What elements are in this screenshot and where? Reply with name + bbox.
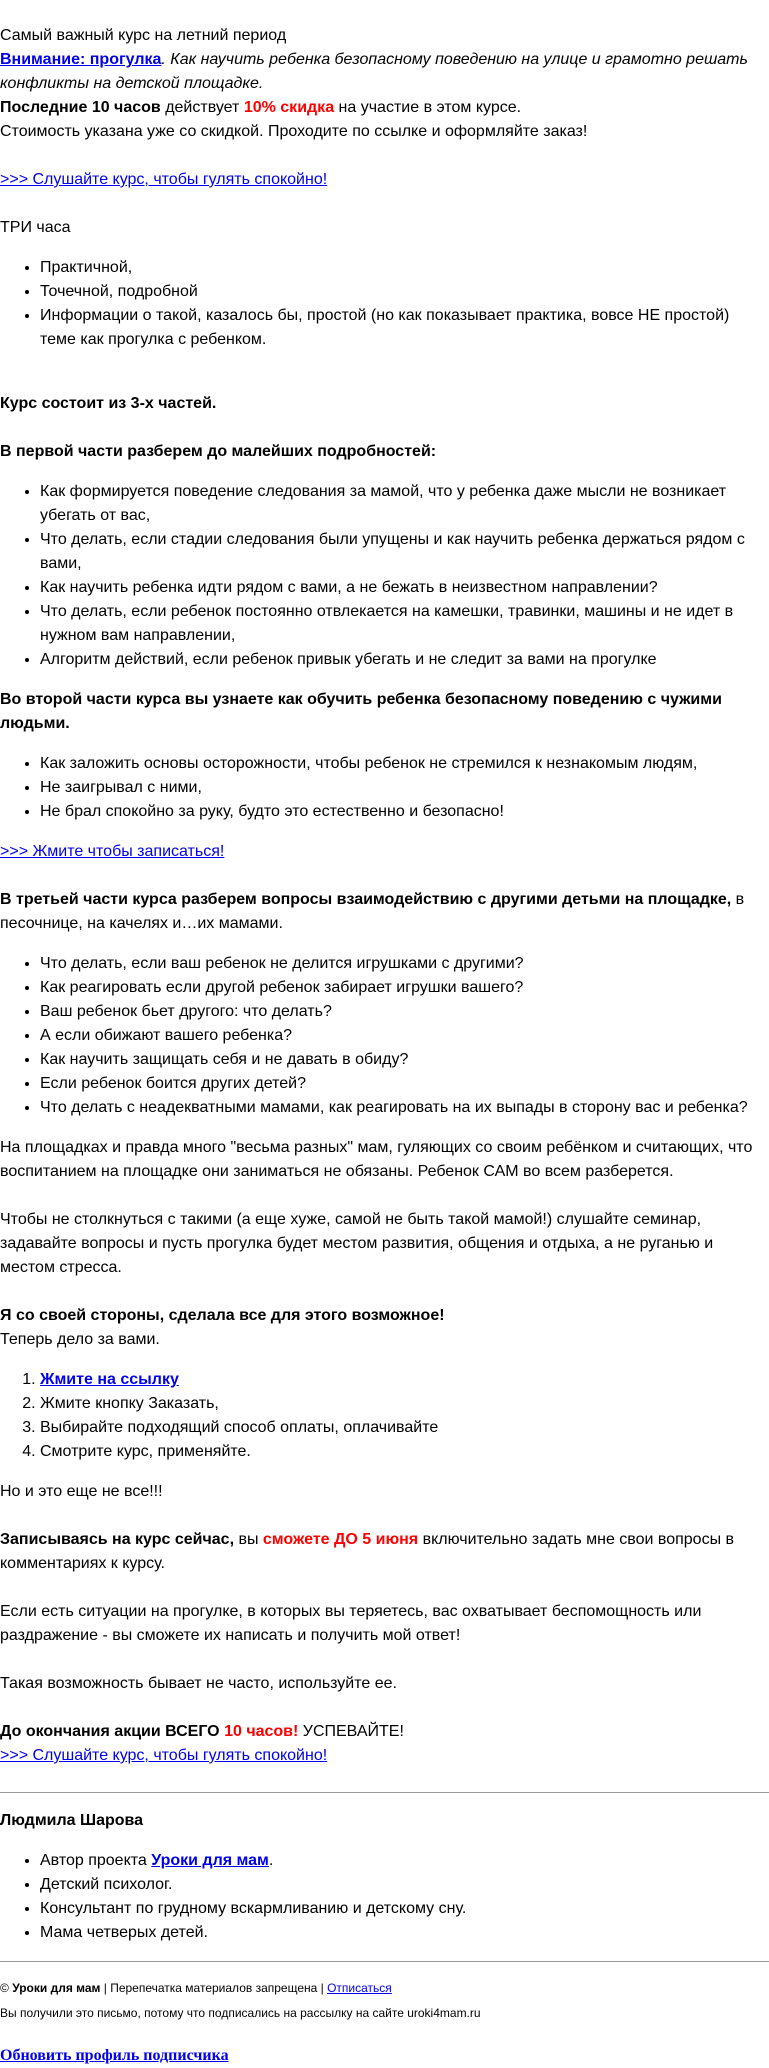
- last-hours-mid: действует: [160, 99, 244, 116]
- list-item: 4. Смотрите курс, применяйте.: [40, 1440, 769, 1464]
- list-item: • Мама четверых детей.: [40, 1921, 769, 1945]
- list-item: [40, 1849, 769, 1873]
- list-item: • Что делать, если стадии следования были упущены и как научить ребенка держаться рядом с вами,: [40, 528, 769, 576]
- list-item: • Не заигрывал с ними,: [40, 776, 769, 800]
- part2-list: [0, 752, 769, 824]
- list-item: • Что делать, если ваш ребенок не делится игрушками с другими?: [40, 952, 769, 976]
- list-item: • Как реагировать если другой ребенок забирает игрушки вашего?: [40, 976, 769, 1000]
- part3-title-bold: В третьей части курса разберем вопросы взаимодействию с другими детьми на площадке,: [0, 891, 732, 908]
- spacer: [0, 864, 769, 888]
- list-item: • Что делать с неадекватными мамами, как реагировать на их выпады в сторону вас и ребенка?: [40, 1096, 769, 1120]
- title-line: Самый важный курс на летний период: [0, 27, 287, 44]
- body-paragraph-2: Чтобы не столкнуться с такими (а еще хуже, самой не быть такой мамой!) слушайте семинар, задавайте вопросы и пусть прогулка будет местом развития, общения и отдыха, а не руганью и местом стресса.: [0, 1211, 714, 1276]
- attention-link[interactable]: Внимание: прогулка: [0, 51, 162, 68]
- list-item: • Как научить защищать себя и не давать в обиду?: [40, 1048, 769, 1072]
- author-name: Людмила Шарова: [0, 1812, 144, 1829]
- signup-now-bold: Записываясь на курс сейчас,: [0, 1531, 235, 1548]
- signup-link[interactable]: >>> Жмите чтобы записаться!: [0, 843, 225, 860]
- cta-paragraph-top: [0, 168, 769, 192]
- project-prefix: Автор проекта: [40, 1852, 152, 1869]
- list-item: • Как научить ребенка идти рядом с вами, а не бежать в неизвестном направлении?: [40, 576, 769, 600]
- list-item: 2. Жмите кнопку Заказать,: [40, 1392, 769, 1416]
- list-item: • Практичной,: [40, 256, 769, 280]
- click-link-step[interactable]: Жмите на ссылку: [40, 1371, 179, 1388]
- spacer: [0, 1504, 769, 1528]
- part3-title-rest: в песочнице, на качелях и…их мамами.: [0, 891, 745, 932]
- list-item: • Как формируется поведение следования за мамой, что у ребенка даже мысли не возникает убегать от вас,: [40, 480, 769, 528]
- spacer: [0, 1648, 769, 1672]
- list-item: • Точечной, подробной: [40, 280, 769, 304]
- list-item: • Как заложить основы осторожности, чтобы ребенок не стремился к незнакомым людям,: [40, 752, 769, 776]
- list-item: • Если ребенок боится других детей?: [40, 1072, 769, 1096]
- three-hours-title: ТРИ часа: [0, 219, 71, 236]
- email-body: [0, 24, 769, 2068]
- parts-title: Курс состоит из 3-х частей.: [0, 395, 217, 412]
- spacer: [0, 1280, 769, 1304]
- update-profile-link[interactable]: Обновить профиль подписчика: [0, 2047, 229, 2064]
- situations-paragraph: Если есть ситуации на прогулке, в которых вы теряетесь, вас охватывает беспомощность или раздражение - вы сможете их написать и получить мой ответ!: [0, 1603, 702, 1644]
- spacer: [0, 1696, 769, 1720]
- divider: [0, 1792, 769, 1793]
- your-turn-text: Теперь дело за вами.: [0, 1331, 160, 1348]
- list-item: • Ваш ребенок бьет другого: что делать?: [40, 1000, 769, 1024]
- deadline-end: УСПЕВАЙТЕ!: [298, 1723, 404, 1740]
- footer-notice: Вы получили это письмо, потому что подписались на рассылку на сайте uroki4mam.ru: [0, 2006, 481, 2020]
- project-suffix: .: [268, 1852, 274, 1869]
- footer: [0, 1978, 769, 2024]
- copyright-symbol: ©: [0, 1981, 13, 1995]
- signup-now-mid: вы: [234, 1531, 263, 1548]
- price-note: Стоимость указана уже со скидкой. Проходите по ссылке и оформляйте заказ!: [0, 123, 588, 140]
- until-date-text: сможете ДО 5 июня: [262, 1531, 419, 1548]
- discount-text: 10% скидка: [243, 99, 335, 116]
- list-item: • Что делать, если ребенок постоянно отвлекается на камешки, травинки, машины и не идет в нужном вам направлении,: [40, 600, 769, 648]
- spacer: [0, 1576, 769, 1600]
- body-paragraph-1: На площадках и правда много "весьма разных" мам, гуляющих со своим ребёнком и считающих, что воспитанием на площадке они заниматься не обязаны. Ребенок САМ во всем разберется.: [0, 1139, 753, 1180]
- footer-copyright-line: [0, 1978, 769, 1999]
- steps-list: [0, 1368, 769, 1464]
- attention-text: . Как научить ребенка безопасному поведению на улице и грамотно решать конфликты на детской площадке.: [0, 51, 748, 92]
- deadline-paragraph: [0, 1720, 769, 1744]
- part1-list: [0, 480, 769, 672]
- three-hours-list: [0, 256, 769, 352]
- list-item: • Детский психолог.: [40, 1873, 769, 1897]
- footer-brand: Уроки для мам: [12, 1981, 101, 1995]
- divider: [0, 1961, 769, 1962]
- list-item: • А если обижают вашего ребенка?: [40, 1024, 769, 1048]
- signup-paragraph: [0, 840, 769, 864]
- list-item: [40, 1368, 769, 1392]
- my-side-text: Я со своей стороны, сделала все для этого возможное!: [0, 1307, 445, 1324]
- spacer: [0, 416, 769, 440]
- cta-paragraph-bottom: [0, 1744, 769, 1768]
- spacer: [0, 144, 769, 168]
- spacer: [0, 192, 769, 216]
- footer-reprint: | Перепечатка материалов запрещена |: [100, 1981, 328, 1995]
- deadline-red: 10 часов!: [224, 1723, 299, 1740]
- spacer: [0, 368, 769, 392]
- part2-title: Во второй части курса вы узнаете как обучить ребенка безопасному поведению с чужими людьми.: [0, 691, 722, 732]
- attention-paragraph: [0, 48, 769, 96]
- not-all-text: Но и это еще не все!!!: [0, 1483, 163, 1500]
- part3-title: [0, 888, 769, 936]
- signup-now-paragraph: [0, 1528, 769, 1576]
- rare-opportunity-text: Такая возможность бывает не часто, используйте ее.: [0, 1675, 397, 1692]
- list-item: 3. Выбирайте подходящий способ оплаты, оплачивайте: [40, 1416, 769, 1440]
- deadline-bold: До окончания акции ВСЕГО: [0, 1723, 225, 1740]
- part3-list: [0, 952, 769, 1120]
- listen-course-link-top[interactable]: >>> Слушайте курс, чтобы гулять спокойно!: [0, 171, 328, 188]
- list-item: • Не брал спокойно за руку, будто это естественно и безопасно!: [40, 800, 769, 824]
- list-item: • Алгоритм действий, если ребенок привык убегать и не следит за вами на прогулке: [40, 648, 769, 672]
- last-hours-end: на участие в этом курсе.: [334, 99, 522, 116]
- list-item: • Информации о такой, казалось бы, простой (но как показывает практика, вовсе НЕ простой) теме как прогулка с ребенком.: [40, 304, 769, 352]
- project-link[interactable]: Уроки для мам: [151, 1852, 269, 1869]
- update-profile-paragraph: [0, 2044, 769, 2068]
- spacer: [0, 1184, 769, 1208]
- last-hours-bold: Последние 10 часов: [0, 99, 161, 116]
- listen-course-link-bottom[interactable]: >>> Слушайте курс, чтобы гулять спокойно!: [0, 1747, 328, 1764]
- signup-now-end: включительно задать мне свои вопросы в комментариях к курсу.: [0, 1531, 735, 1572]
- unsubscribe-link[interactable]: Отписаться: [327, 1981, 392, 1995]
- part1-title: В первой части разберем до малейших подробностей:: [0, 443, 437, 460]
- list-item: • Консультант по грудному вскармливанию и детскому сну.: [40, 1897, 769, 1921]
- author-list: [0, 1849, 769, 1945]
- last-hours-paragraph: [0, 96, 769, 120]
